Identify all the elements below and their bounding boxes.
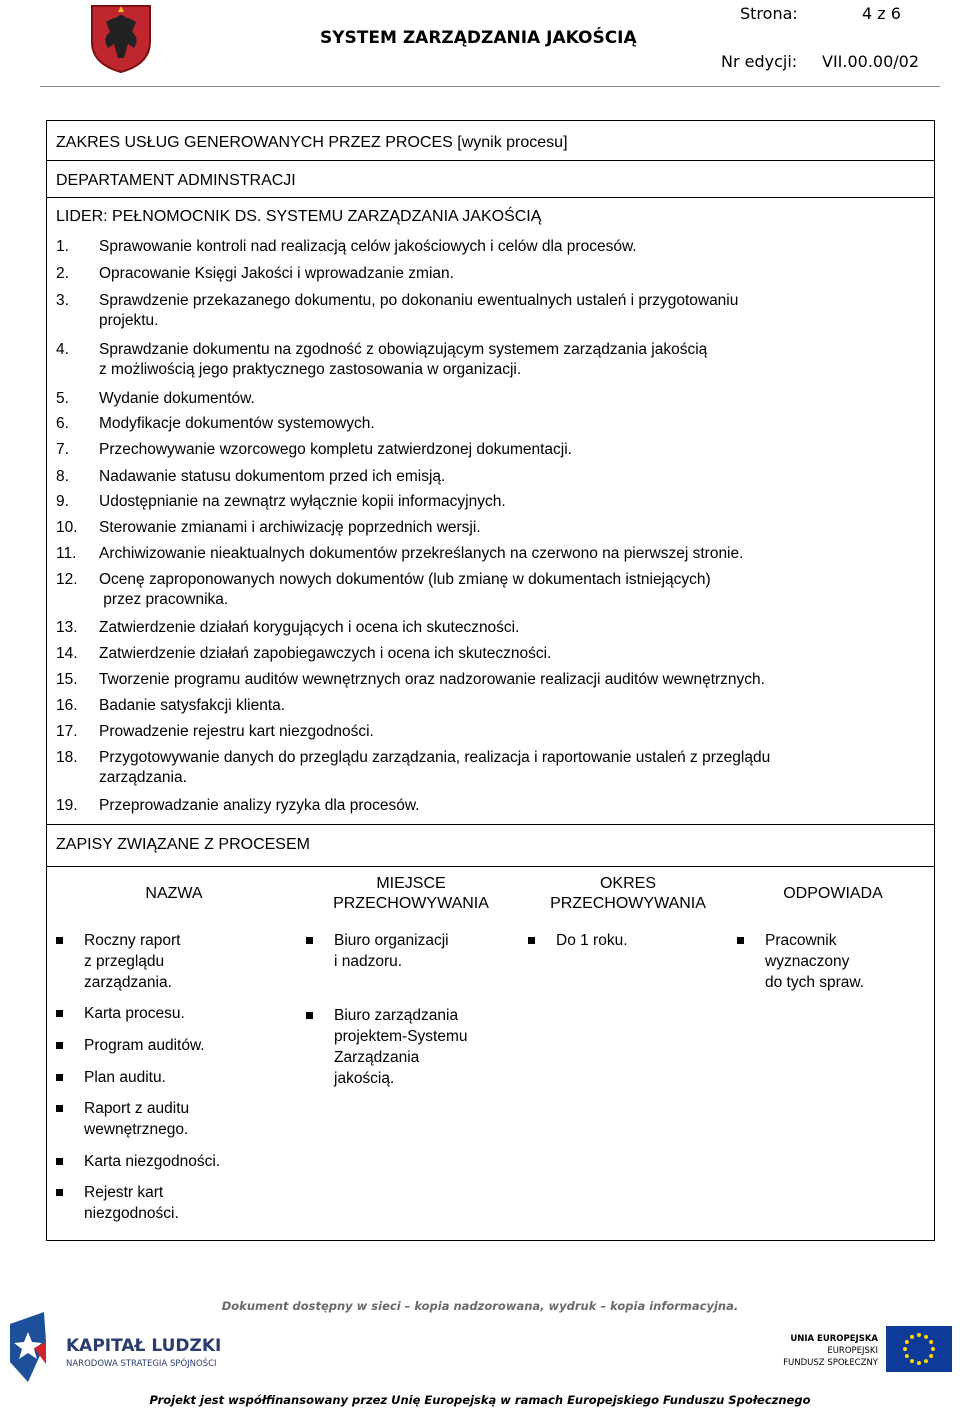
kapital-ludzki-subtitle: NARODOWA STRATEGIA SPÓJNOŚCI xyxy=(66,1359,217,1369)
bullet-square-icon xyxy=(306,1012,313,1019)
bullet-square-icon xyxy=(56,1010,63,1017)
list-item-number: 9. xyxy=(56,493,69,510)
record-entry-line: Karta niezgodności. xyxy=(84,1153,221,1170)
list-item-number: 19. xyxy=(56,797,78,814)
list-item-text xyxy=(99,492,906,512)
eu-line-3: FUNDUSZ SPOŁECZNY xyxy=(783,1358,878,1368)
list-item-number: 14. xyxy=(56,645,78,662)
list-item-number: 3. xyxy=(56,292,69,309)
distribution-notice: Dokument dostępny w sieci – kopia nadzorowana, wydruk – kopia informacyjna. xyxy=(221,1299,739,1313)
record-entry-line: zarządzania. xyxy=(84,974,172,991)
list-item-number: 12. xyxy=(56,571,78,588)
list-item-text xyxy=(99,264,906,284)
record-entry xyxy=(52,1151,292,1172)
list-item-number: 17. xyxy=(56,723,78,740)
list-item-number: 2. xyxy=(56,265,69,282)
column-header xyxy=(738,884,928,904)
record-entry xyxy=(52,1035,292,1056)
list-item-number: 10. xyxy=(56,519,78,536)
record-entry-line: z przeglądu xyxy=(84,953,165,970)
list-item-number: 16. xyxy=(56,697,78,714)
list-item-number: 18. xyxy=(56,749,78,766)
column-header-line: PRZECHOWYWANIA xyxy=(333,895,489,912)
page-label: Strona: xyxy=(740,4,798,23)
list-item xyxy=(56,670,906,690)
list-item xyxy=(56,237,906,257)
record-entry xyxy=(52,1067,292,1088)
list-item-number: 13. xyxy=(56,619,78,636)
list-item-line: przez pracownika. xyxy=(99,591,229,608)
list-item-text xyxy=(99,518,906,538)
list-item xyxy=(56,492,906,512)
bullet-square-icon xyxy=(56,937,63,944)
record-entry-line: Rejestr kart xyxy=(84,1184,164,1201)
column-header xyxy=(528,874,728,914)
edition-label: Nr edycji: xyxy=(721,52,798,71)
list-item xyxy=(56,264,906,284)
list-item-line: Nadawanie statusu dokumentom przed ich emisją. xyxy=(99,468,446,485)
column-header xyxy=(306,874,516,914)
bullet-square-icon xyxy=(56,1158,63,1165)
list-item-text xyxy=(99,748,906,788)
list-item-line: Badanie satysfakcji klienta. xyxy=(99,697,286,714)
list-item-text xyxy=(99,389,906,409)
kapital-ludzki-star-icon xyxy=(8,1312,48,1390)
list-item-line: Modyfikacje dokumentów systemowych. xyxy=(99,415,375,432)
list-item-line: Prowadzenie rejestru kart niezgodności. xyxy=(99,723,374,740)
row-divider xyxy=(46,160,935,161)
list-item xyxy=(56,518,906,538)
record-entry-line: Raport z auditu xyxy=(84,1100,190,1117)
list-item-line: Opracowanie Księgi Jakości i wprowadzanie zmian. xyxy=(99,265,454,282)
record-entry-line: Plan auditu. xyxy=(84,1069,166,1086)
record-entry xyxy=(52,1098,292,1140)
list-item-line: Sterowanie zmianami i archiwizację poprzednich wersji. xyxy=(99,519,481,536)
bullet-square-icon xyxy=(306,937,313,944)
record-entry-line: wyznaczony xyxy=(765,953,850,970)
row-divider xyxy=(46,824,935,825)
list-item-text xyxy=(99,544,906,564)
column-header-line: PRZECHOWYWANIA xyxy=(550,895,706,912)
coat-of-arms-logo xyxy=(88,2,154,74)
eu-label xyxy=(782,1333,878,1369)
record-entry-line: i nadzoru. xyxy=(334,953,403,970)
bullet-square-icon xyxy=(56,1042,63,1049)
record-entry-line: Biuro organizacji xyxy=(334,932,449,949)
list-item-number: 5. xyxy=(56,390,69,407)
list-item-text xyxy=(99,722,906,742)
record-entry-line: Program auditów. xyxy=(84,1037,205,1054)
record-entry-line: Karta procesu. xyxy=(84,1005,185,1022)
list-item-text xyxy=(99,796,906,816)
list-item xyxy=(56,544,906,564)
list-item-text xyxy=(99,291,906,331)
eu-line-2: EUROPEJSKI xyxy=(827,1346,878,1356)
department-name: DEPARTAMENT ADMINSTRACJI xyxy=(56,172,296,189)
list-item-text xyxy=(99,644,906,664)
list-item-text xyxy=(99,414,906,434)
bullet-square-icon xyxy=(528,937,535,944)
record-entry xyxy=(524,930,724,951)
bullet-square-icon xyxy=(56,1189,63,1196)
section-title: ZAKRES USŁUG GENEROWANYCH PRZEZ PROCES [wynik procesu] xyxy=(56,134,568,151)
record-entry-text xyxy=(556,930,628,951)
list-item-text xyxy=(99,237,906,257)
record-entry xyxy=(733,930,928,993)
record-entry xyxy=(52,1003,292,1024)
list-item-text xyxy=(99,570,906,610)
list-item-line: Przechowywanie wzorcowego kompletu zatwierdzonej dokumentacji. xyxy=(99,441,572,458)
list-item-line: zarządzania. xyxy=(99,769,187,786)
page-number: 4 z 6 xyxy=(862,4,901,23)
list-item xyxy=(56,440,906,460)
list-item-line: Sprawowanie kontroli nad realizacją celów jakościowych i celów dla procesów. xyxy=(99,238,637,255)
list-item-line: Tworzenie programu auditów wewnętrznych oraz nadzorowanie realizacji auditów wewnętrznych. xyxy=(99,671,765,688)
header-divider xyxy=(40,86,940,87)
records-title: ZAPISY ZWIĄZANE Z PROCESEM xyxy=(56,836,310,853)
record-entry-line: wewnętrznego. xyxy=(84,1121,189,1138)
list-item-line: Ocenę zaproponowanych nowych dokumentów (lub zmianę w dokumentach istniejących) xyxy=(99,571,711,588)
list-item-number: 4. xyxy=(56,341,69,358)
list-item xyxy=(56,796,906,816)
record-entry-line: Pracownik xyxy=(765,932,837,949)
list-item-line: Przeprowadzanie analizy ryzyka dla procesów. xyxy=(99,797,420,814)
list-item xyxy=(56,696,906,716)
list-item xyxy=(56,618,906,638)
list-item-line: Zatwierdzenie działań zapobiegawczych i ocena ich skuteczności. xyxy=(99,645,552,662)
record-entry-line: Zarządzania xyxy=(334,1049,420,1066)
leader-line: LIDER: PEŁNOMOCNIK DS. SYSTEMU ZARZĄDZANIA JAKOŚCIĄ xyxy=(56,208,542,225)
list-item-line: Udostępnianie na zewnątrz wyłącznie kopii informacyjnych. xyxy=(99,493,506,510)
record-entry-text xyxy=(84,1003,185,1024)
record-entry-text xyxy=(84,930,180,993)
record-entry xyxy=(302,930,517,972)
list-item-number: 15. xyxy=(56,671,78,688)
bullet-square-icon xyxy=(56,1074,63,1081)
column-header-line: MIEJSCE xyxy=(376,875,446,892)
record-entry-text xyxy=(84,1067,166,1088)
record-entry-text xyxy=(765,930,864,993)
eu-line-1: UNIA EUROPEJSKA xyxy=(790,1334,878,1344)
list-item xyxy=(56,748,906,788)
list-item-text xyxy=(99,340,906,380)
list-item-text xyxy=(99,467,906,487)
record-entry-line: do tych spraw. xyxy=(765,974,865,991)
list-item xyxy=(56,340,906,380)
list-item-line: Przygotowywanie danych do przeglądu zarządzania, realizacja i raportowanie ustaleń z przeglądu xyxy=(99,749,771,766)
list-item-number: 11. xyxy=(56,545,77,562)
bullet-square-icon xyxy=(56,1105,63,1112)
record-entry-line: projektem-Systemu xyxy=(334,1028,468,1045)
kapital-ludzki-title: KAPITAŁ LUDZKI xyxy=(66,1336,222,1356)
list-item-line: Archiwizowanie nieaktualnych dokumentów przekreślanych na czerwono na pierwszej stronie. xyxy=(99,545,744,562)
record-entry-line: Roczny raport xyxy=(84,932,181,949)
record-entry-line: jakością. xyxy=(334,1070,395,1087)
list-item-line: Sprawdzenie przekazanego dokumentu, po dokonaniu ewentualnych ustaleń i przygotowaniu xyxy=(99,292,739,309)
list-item xyxy=(56,467,906,487)
list-item xyxy=(56,414,906,434)
record-entry-line: niezgodności. xyxy=(84,1205,179,1222)
record-entry xyxy=(52,930,292,993)
list-item-text xyxy=(99,696,906,716)
record-entry-text xyxy=(84,1035,205,1056)
list-item-line: Wydanie dokumentów. xyxy=(99,390,255,407)
list-item-text xyxy=(99,618,906,638)
list-item xyxy=(56,570,906,610)
bullet-square-icon xyxy=(737,937,744,944)
list-item-line: z możliwością jego praktycznego zastosowania w organizacji. xyxy=(99,361,522,378)
record-entry-text xyxy=(84,1151,220,1172)
record-entry-line: Do 1 roku. xyxy=(556,932,628,949)
column-header-line: NAZWA xyxy=(145,885,203,902)
system-title: SYSTEM ZARZĄDZANIA JAKOŚCIĄ xyxy=(320,28,637,48)
list-item-line: Zatwierdzenie działań korygujących i ocena ich skuteczności. xyxy=(99,619,520,636)
record-entry-text xyxy=(334,1005,468,1089)
eu-flag-icon xyxy=(886,1326,952,1372)
record-entry-text xyxy=(84,1182,179,1224)
list-item-line: projektu. xyxy=(99,312,159,329)
cofinance-notice: Projekt jest współfinansowany przez Unię Europejską w ramach Europejskiego Funduszu Społecznego xyxy=(149,1393,811,1407)
list-item xyxy=(56,389,906,409)
list-item-line: Sprawdzanie dokumentu na zgodność z obowiązującym systemem zarządzania jakością xyxy=(99,341,708,358)
record-entry-text xyxy=(84,1098,189,1140)
record-entry xyxy=(52,1182,292,1224)
list-item xyxy=(56,291,906,331)
edition-number: VII.00.00/02 xyxy=(822,52,920,71)
list-item-text xyxy=(99,440,906,460)
row-divider xyxy=(46,197,935,198)
column-header-line: ODPOWIADA xyxy=(783,885,883,902)
column-header xyxy=(56,884,292,904)
record-entry xyxy=(302,1005,517,1089)
list-item xyxy=(56,644,906,664)
list-item-number: 8. xyxy=(56,468,69,485)
record-entry-line: Biuro zarządzania xyxy=(334,1007,459,1024)
list-item-number: 7. xyxy=(56,441,69,458)
list-item-number: 6. xyxy=(56,415,69,432)
list-item-number: 1. xyxy=(56,238,69,255)
column-header-line: OKRES xyxy=(599,875,656,892)
row-divider xyxy=(46,866,935,867)
list-item xyxy=(56,722,906,742)
list-item-text xyxy=(99,670,906,690)
record-entry-text xyxy=(334,930,449,972)
